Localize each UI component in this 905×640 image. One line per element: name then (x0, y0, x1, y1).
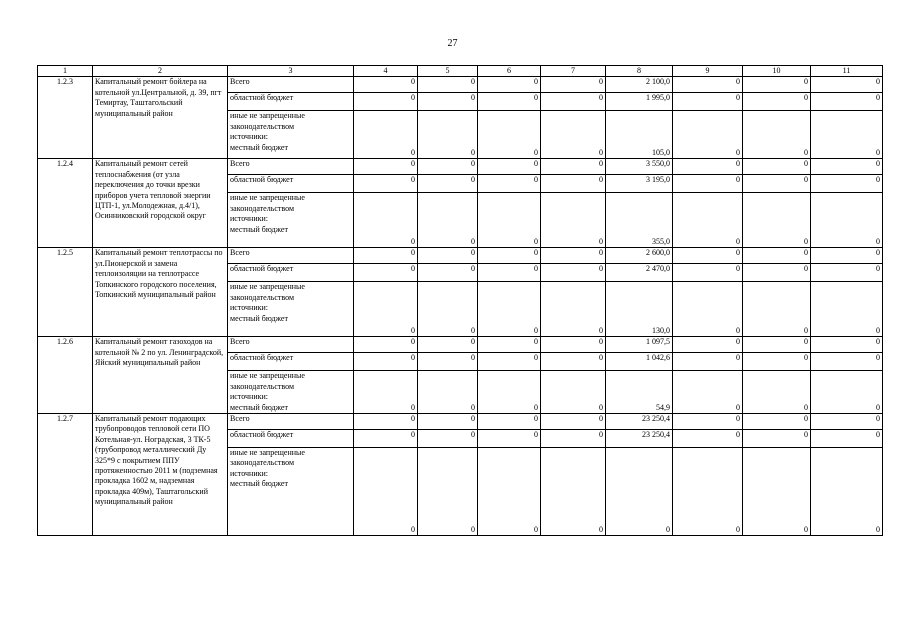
funding-source: областной бюджет (228, 175, 354, 193)
amount-cell: 0 (811, 175, 883, 193)
funding-source-line: законодательством (230, 292, 295, 302)
amount-cell: 0 (811, 430, 883, 448)
funding-source-line: местный бюджет (230, 313, 288, 323)
funding-source (228, 282, 354, 337)
funding-source-line: местный бюджет (230, 224, 288, 234)
row-number: 1.2.5 (38, 248, 93, 337)
amount-cell: 0 (541, 337, 606, 353)
amount-cell: 0 (743, 282, 811, 337)
amount-cell: 0 (354, 248, 418, 264)
table-row (38, 159, 883, 175)
column-number-row (38, 66, 883, 77)
amount-cell: 0 (354, 264, 418, 282)
amount-cell: 0 (673, 353, 743, 371)
amount-cell: 0 (811, 159, 883, 175)
funding-source-line: законодательством (230, 381, 295, 391)
amount-cell: 0 (673, 371, 743, 414)
measure-name: Капитальный ремонт бойлера на котельной ул.Центральной, д. 39, пгт Темиртау, Таштагольский муниципальный район (93, 77, 228, 159)
column-header: 8 (606, 66, 673, 77)
amount-cell: 0 (418, 193, 478, 248)
amount-cell: 1 097,5 (606, 337, 673, 353)
funding-source-line: законодательством (230, 458, 295, 468)
amount-cell: 0 (541, 282, 606, 337)
amount-cell: 3 195,0 (606, 175, 673, 193)
amount-cell: 0 (743, 448, 811, 536)
amount-cell: 0 (478, 448, 541, 536)
amount-cell: 0 (673, 448, 743, 536)
amount-cell: 0 (354, 111, 418, 159)
funding-source-line: иные не запрещенные (230, 282, 305, 292)
amount-cell: 2 600,0 (606, 248, 673, 264)
column-header: 7 (541, 66, 606, 77)
amount-cell: 0 (673, 111, 743, 159)
table-row (38, 248, 883, 264)
amount-cell: 0 (418, 448, 478, 536)
column-header: 10 (743, 66, 811, 77)
amount-cell: 0 (811, 282, 883, 337)
table-row (38, 414, 883, 430)
amount-cell: 0 (478, 353, 541, 371)
amount-cell: 0 (743, 337, 811, 353)
amount-cell: 0 (811, 93, 883, 111)
funding-source (228, 111, 354, 159)
row-number: 1.2.3 (38, 77, 93, 159)
amount-cell: 0 (743, 159, 811, 175)
amount-cell: 0 (743, 77, 811, 93)
amount-cell: 0 (418, 159, 478, 175)
amount-cell: 0 (418, 371, 478, 414)
funding-source-line: законодательством (230, 203, 295, 213)
amount-cell: 0 (673, 337, 743, 353)
amount-cell: 0 (541, 111, 606, 159)
funding-source: областной бюджет (228, 353, 354, 371)
amount-cell: 0 (811, 371, 883, 414)
amount-cell: 0 (811, 337, 883, 353)
funding-source: областной бюджет (228, 264, 354, 282)
amount-cell: 0 (354, 93, 418, 111)
amount-cell: 1 995,0 (606, 93, 673, 111)
table-row (38, 77, 883, 93)
funding-source: Всего (228, 159, 354, 175)
amount-cell: 0 (541, 93, 606, 111)
amount-cell: 0 (541, 414, 606, 430)
amount-cell: 0 (478, 264, 541, 282)
amount-cell: 0 (541, 248, 606, 264)
amount-cell: 0 (541, 430, 606, 448)
funding-source: Всего (228, 337, 354, 353)
amount-cell: 0 (673, 159, 743, 175)
funding-source: Всего (228, 77, 354, 93)
amount-cell: 0 (418, 264, 478, 282)
funding-source-line: местный бюджет (230, 142, 288, 152)
amount-cell: 0 (743, 371, 811, 414)
amount-cell: 0 (354, 282, 418, 337)
funding-source-line: иные не запрещенные (230, 448, 305, 458)
amount-cell: 0 (541, 371, 606, 414)
funding-source: Всего (228, 248, 354, 264)
column-header: 3 (228, 66, 354, 77)
row-number: 1.2.7 (38, 414, 93, 536)
amount-cell: 0 (354, 175, 418, 193)
amount-cell: 0 (743, 93, 811, 111)
amount-cell: 0 (478, 282, 541, 337)
amount-cell: 0 (541, 193, 606, 248)
amount-cell: 2 470,0 (606, 264, 673, 282)
amount-cell: 0 (354, 77, 418, 93)
funding-source (228, 371, 354, 414)
funding-source (228, 448, 354, 536)
funding-source-line: местный бюджет (230, 479, 288, 489)
amount-cell: 0 (478, 371, 541, 414)
amount-cell: 3 550,0 (606, 159, 673, 175)
amount-cell: 0 (354, 448, 418, 536)
amount-cell: 0 (673, 282, 743, 337)
amount-cell: 0 (478, 77, 541, 93)
amount-cell: 23 250,4 (606, 414, 673, 430)
funding-source-line: источники: (230, 214, 268, 224)
funding-source-line: иные не запрещенные (230, 193, 305, 203)
funding-source-line: местный бюджет (230, 402, 288, 412)
column-header: 4 (354, 66, 418, 77)
amount-cell: 0 (418, 77, 478, 93)
amount-cell: 0 (354, 193, 418, 248)
amount-cell: 0 (743, 111, 811, 159)
amount-cell: 0 (811, 353, 883, 371)
column-header: 2 (93, 66, 228, 77)
amount-cell: 0 (418, 248, 478, 264)
budget-table (37, 65, 883, 536)
measure-name: Капитальный ремонт сетей теплоснабжения (от узла переключения до точки врезки приборов учета тепловой энергии ЦТП-1, ул.Молодежная, д.4/1), Осинниковский городской округ (93, 159, 228, 248)
amount-cell: 0 (541, 175, 606, 193)
amount-cell: 0 (478, 337, 541, 353)
amount-cell: 0 (478, 111, 541, 159)
amount-cell: 0 (673, 414, 743, 430)
amount-cell: 0 (606, 448, 673, 536)
funding-source (228, 193, 354, 248)
amount-cell: 0 (673, 430, 743, 448)
amount-cell: 0 (541, 353, 606, 371)
amount-cell: 54,9 (606, 371, 673, 414)
amount-cell: 0 (811, 414, 883, 430)
amount-cell: 0 (743, 430, 811, 448)
funding-source-line: источники: (230, 132, 268, 142)
amount-cell: 0 (811, 264, 883, 282)
column-header: 1 (38, 66, 93, 77)
amount-cell: 0 (418, 337, 478, 353)
amount-cell: 0 (478, 248, 541, 264)
amount-cell: 0 (354, 430, 418, 448)
amount-cell: 0 (673, 77, 743, 93)
amount-cell: 355,0 (606, 193, 673, 248)
amount-cell: 0 (418, 111, 478, 159)
column-header: 5 (418, 66, 478, 77)
amount-cell: 0 (541, 264, 606, 282)
page-number: 27 (447, 38, 458, 49)
amount-cell: 0 (541, 77, 606, 93)
amount-cell: 0 (541, 159, 606, 175)
column-header: 6 (478, 66, 541, 77)
amount-cell: 0 (673, 193, 743, 248)
amount-cell: 0 (478, 93, 541, 111)
amount-cell: 130,0 (606, 282, 673, 337)
amount-cell: 0 (673, 248, 743, 264)
amount-cell: 0 (743, 193, 811, 248)
amount-cell: 0 (743, 264, 811, 282)
funding-source-line: источники: (230, 303, 268, 313)
funding-source-line: источники: (230, 392, 268, 402)
funding-source: Всего (228, 414, 354, 430)
row-number: 1.2.6 (38, 337, 93, 414)
amount-cell: 1 042,6 (606, 353, 673, 371)
amount-cell: 0 (743, 248, 811, 264)
amount-cell: 0 (743, 414, 811, 430)
amount-cell: 0 (811, 193, 883, 248)
amount-cell: 0 (541, 448, 606, 536)
amount-cell: 0 (673, 93, 743, 111)
funding-source-line: иные не запрещенные (230, 111, 305, 121)
column-header: 9 (673, 66, 743, 77)
amount-cell: 0 (354, 414, 418, 430)
amount-cell: 0 (354, 159, 418, 175)
funding-source-line: законодательством (230, 121, 295, 131)
row-number: 1.2.4 (38, 159, 93, 248)
amount-cell: 0 (478, 159, 541, 175)
amount-cell: 0 (478, 430, 541, 448)
amount-cell: 0 (811, 77, 883, 93)
amount-cell: 0 (418, 175, 478, 193)
amount-cell: 105,0 (606, 111, 673, 159)
amount-cell: 0 (354, 371, 418, 414)
amount-cell: 2 100,0 (606, 77, 673, 93)
amount-cell: 0 (478, 175, 541, 193)
amount-cell: 0 (478, 193, 541, 248)
funding-source: областной бюджет (228, 93, 354, 111)
amount-cell: 0 (673, 264, 743, 282)
amount-cell: 0 (743, 353, 811, 371)
amount-cell: 0 (418, 414, 478, 430)
amount-cell: 0 (418, 93, 478, 111)
amount-cell: 0 (811, 111, 883, 159)
amount-cell: 0 (811, 448, 883, 536)
amount-cell: 0 (418, 353, 478, 371)
amount-cell: 0 (354, 353, 418, 371)
funding-source-line: иные не запрещенные (230, 371, 305, 381)
table-body (38, 66, 883, 536)
amount-cell: 0 (673, 175, 743, 193)
measure-name: Капитальный ремонт подающих трубопроводов тепловой сети ПО Котельная-ул. Ноградская, 3 ТК-5 (трубопровод металлический Ду 325*9 с покрытием ППУ протяженностью 2011 м (подземная прокладка 1602 м, надземная прокладка 409м), Таштагольский муниципальный район (93, 414, 228, 536)
amount-cell: 0 (743, 175, 811, 193)
amount-cell: 0 (811, 248, 883, 264)
measure-name: Капитальный ремонт теплотрассы по ул.Пионерской и замена теплоизоляции на теплотрассе Топкинского городского поселения, Топкинский муниципальный район (93, 248, 228, 337)
measure-name: Капитальный ремонт газоходов на котельной № 2 по ул. Ленинградской, Яйский муниципальный район (93, 337, 228, 414)
column-header: 11 (811, 66, 883, 77)
amount-cell: 0 (418, 430, 478, 448)
funding-source: областной бюджет (228, 430, 354, 448)
amount-cell: 23 250,4 (606, 430, 673, 448)
amount-cell: 0 (418, 282, 478, 337)
amount-cell: 0 (478, 414, 541, 430)
table-row (38, 337, 883, 353)
funding-source-line: источники: (230, 468, 268, 478)
amount-cell: 0 (354, 337, 418, 353)
